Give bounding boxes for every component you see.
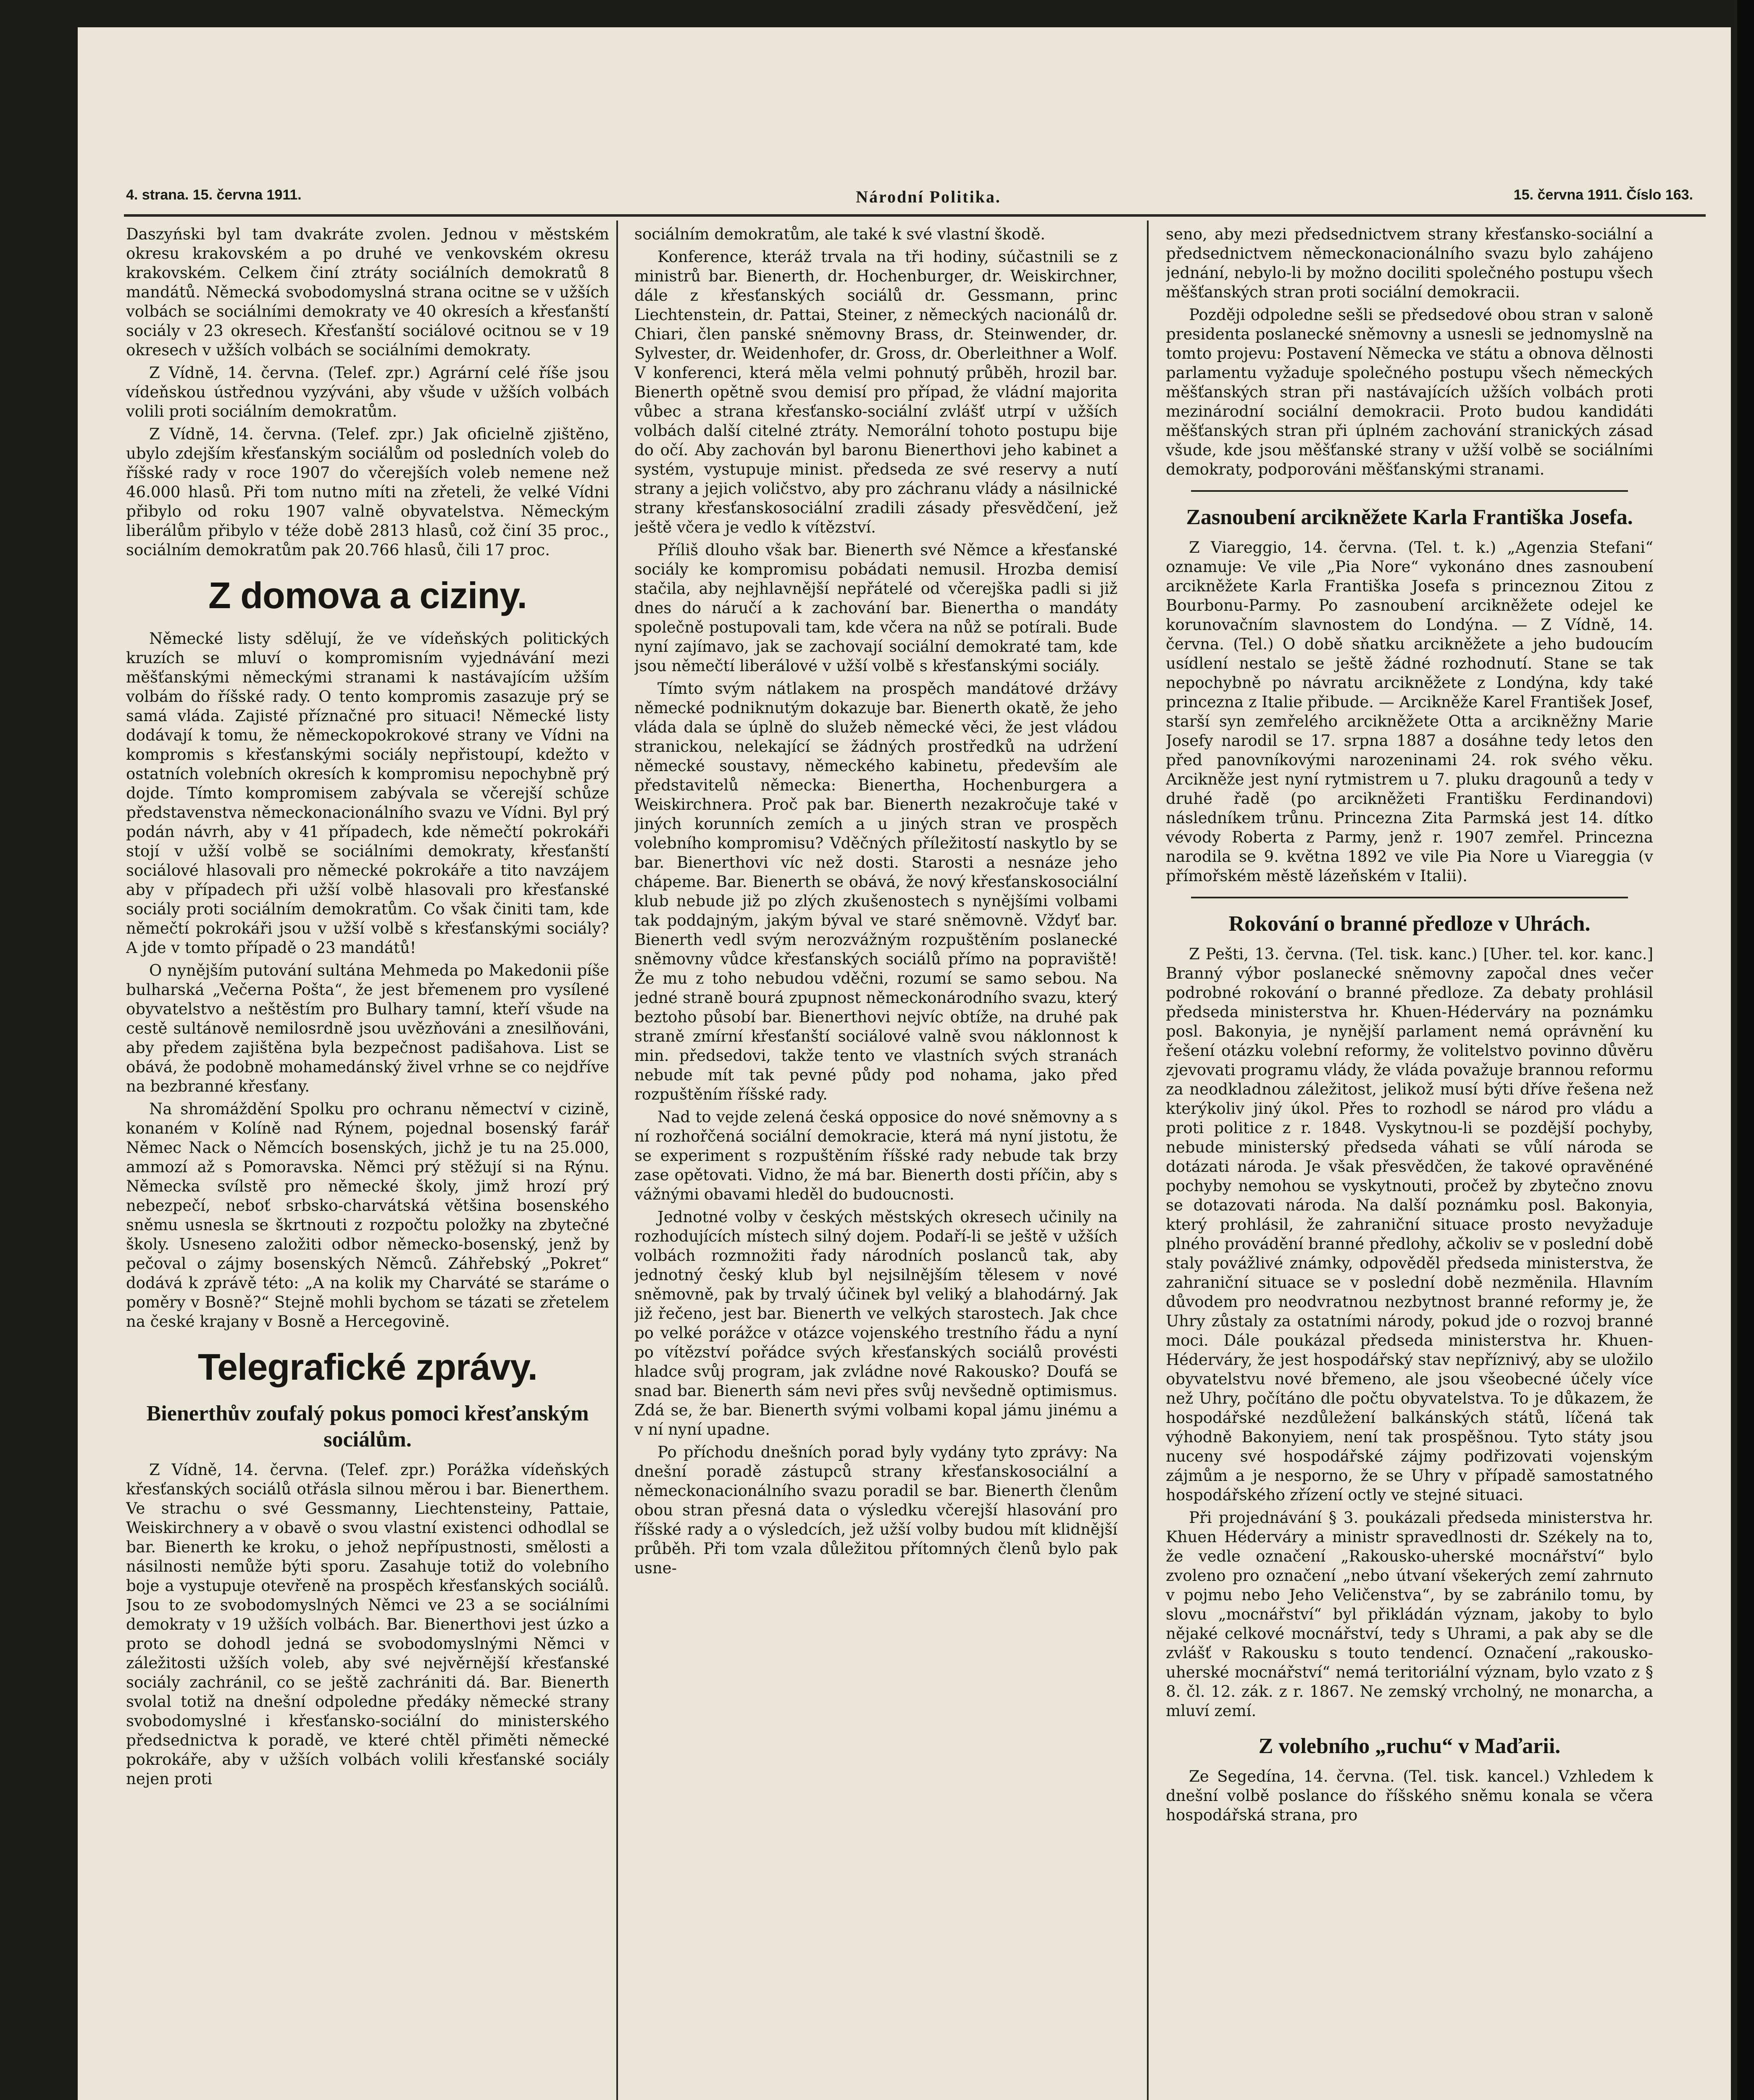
article-paragraph: Z Vídně, 14. června. (Telef. zpr.) Porážka vídeňských křesťanských sociálů otřásla silnou měrou i bar. Bienerthem. Ve strachu o své Gessmanny, Liechtensteiny, Pattaie, Weiskirchnery a v obavě o svou vlastní existenci odhodlal se bar. Bienerth ke kroku, o jehož nepřípustnosti, smělosti a násilnosti nemůže býti sporu. Zasahuje totiž do volebního boje a vystupuje otevřeně na prospěch křesťanských sociálů. Jsou to ze svobodomyslných Němci ve 23 a se sociálními demokraty v 19 užších volbách. Bar. Bienerthovi jest úzko a proto se dohodl jedná se svobodomyslnými Němci v záležitosti užších voleb, aby své nejvěrnější křesťanské sociály zachránil, co se ještě zachrániti dá. Bar. Bienerth svolal totiž na dnešní odpoledne předáky německé strany svobodomyslné i křesťansko-sociální do ministerského předsednictva k poradě, ve které chtěl přiměti německé pokrokáře, aby v užších volbách volili křesťanské sociály nejen proti	[126, 1461, 609, 1788]
article-paragraph: Z Pešti, 13. června. (Tel. tisk. kanc.) [Uher. tel. kor. kanc.] Branný výbor poslanecké sněmovny započal dnes večer podrobné rokování o branné předloze. Za debaty prohlásil předseda ministerstva hr. Khuen-Héderváry na poznámku posl. Bakonyia, je nynější parlament nemá oprávnění ku řešení otázku volební reformy, že volitelstvo povinno důvěru zjevovati programu vlády, že vláda považuje brannou reformu za neodkladnou záležitost, jelikož musí býti dříve řešena než kterýkoliv jiný úkol. Přes to rozhodl se národ pro vládu a proti politice z r. 1848. Vyskytnou-li se pozdější pochyby, nebude ministerský předseda váhati se vůlí národa se dotázati národa. Je však přesvědčen, že takové opravěnéné pochyby nemohou se vyskytnouti, pročež by zbytečno znovu se dotazovati národa. Na další poznámku posl. Bakonyia, který prohlásil, že zahraniční situace prosto nevyžaduje plného provádění branné předlohy, ačkoliv se v poslední době staly povážlivé známky, odpověděl předseda ministerstva, že zahraniční situace se v poslední době nezměnila. Hlavním důvodem pro neodvratnou nezbytnost branné reformy je, že Uhry zůstaly za ostatními národy, pokud jde o rozvoj branné moci. Dále poukázal předseda ministerstva hr. Khuen-Héderváry, že jest hospodářský stav nepříznivý, aby se uložilo obyvatelstvu nové břemeno, ale jsou všeobecné účely více než Uhry, počítáno dle počtu obyvatelstva. To je důkazem, že hospodářské nezdůležení balkánských států, líčená tak výhodně Bakonyiem, není tak prospěšnou. Tyto státy jsou nuceny své hospodářské zájmy podřizovati vojenským zájmům a je nesporno, že se Uhry v případě samostatného hospodářského zřízení octly ve stejné situaci.	[1166, 945, 1653, 1504]
article-paragraph: Ze Segedína, 14. června. (Tel. tisk. kancel.) Vzhledem k dnešní volbě poslance do říšského sněmu konala se včera hospodářská strana, pro	[1166, 1767, 1653, 1824]
article-paragraph: seno, aby mezi předsednictvem strany křesťansko-sociální a předsednictvem německonacionálního svazu bylo zahájeno jednání, nebylo-li by možno dociliti společného postupu všech měšťanských stran proti sociální demokracii.	[1166, 225, 1653, 301]
article-headline: Z volebního „ruchu“ v Maďarii.	[1258, 1734, 1561, 1758]
section-heading-telegraph: Telegrafické zprávy.	[197, 1346, 538, 1388]
issue-number-header: 15. června 1911. Číslo 163.	[1513, 187, 1693, 203]
article-paragraph: Nad to vejde zelená česká opposice do nové sněmovny a s ní rozhořčená sociální demokracie, která má nyní jistotu, že se experiment s rozpuštěním říšské rady nebude tak brzy zase opětovati. Vidno, že má bar. Bienerth dosti příčin, aby s vážnými obavami hleděl do budoucnosti.	[634, 1108, 1118, 1203]
article-paragraph: Konference, kteráž trvala na tři hodiny, súčastnili se z ministrů bar. Bienerth, dr. Hochenburger, dr. Weiskirchner, dále z křesťanských sociálů dr. Gessmann, princ Liechtenstein, dr. Pattai, Steiner, z německých nacionálů dr. Chiari, člen panské sněmovny Brass, dr. Steinwender, dr. Sylvester, dr. Weidenhofer, dr. Gross, dr. Oberleithner a Wolf. V konferenci, která měla velmi pohnutý průběh, hrozil bar. Bienerth opětně svou demisí pro případ, že vládní majorita vůbec a strana křesťansko-sociální zvlášť utrpí v užších volbách další citelné ztráty. Nemorální tohoto postupu bije do očí. Aby zachován byl baronu Bienerthovi jeho kabinet a systém, vystupuje minist. předseda ze své reservy a nutí strany a jejich voličstvo, aby pro záchranu vlády a násilnické strany křesťanskosociální zradili zásady přesvědčení, jež ještě včera je vedlo k vítězství.	[634, 248, 1118, 536]
article-headline: Rokování o branné předloze v Uhrách.	[1228, 912, 1591, 936]
column-2	[634, 225, 1118, 2100]
article-paragraph: Na shromáždění Spolku pro ochranu němectví v cizině, konaném v Kolíně nad Rýnem, pojednal bosenský farář Němec Nack o Němcích bosenských, jichž je tu na 25.000, ammozí až s Pomoravska. Němci prý stěžují si na Rýnu. Německa svílstě pro německé školy, jimž hrozí prý nebezpečí, neboť srbsko-charvátská většina bosenského sněmu usnesla se škrtnouti z rozpočtu položky na zbytečné školy. Usneseno založiti odbor německo-bosenský, jenž by pečoval o zájmy bosenských Němců. Záhřebský „Pokret“ dodává k zprávě této: „A na kolik my Charváté se staráme o poměry v Bosně?“ Stejně mohli bychom se tázati se zřetelem na české krajany v Bosně a Hercegovině.	[126, 1100, 609, 1331]
article-headline: Bienerthův zoufalý pokus pomoci křesťanským sociálům.	[146, 1402, 589, 1452]
article-paragraph: Později odpoledne sešli se předsedové obou stran v saloně presidenta poslanecké sněmovny a usnesli se jednomyslně na tomto projevu: Postavení Německa ve státu a obnova dělnosti parlamentu vyžaduje společného postupu všech německých měšťanských stran při nastávajících užších volbách proti mezinárodní sociální demokracii. Proto budou kandidáti měšťanských stran při úplném zachování stranických zásad všude, kde jsou měšťanské strany v užší volbě se sociálními demokraty, podporováni měšťanskými stranami.	[1166, 306, 1653, 478]
article-paragraph: Z Vídně, 14. června. (Telef. zpr.) Jak oficielně zjištěno, ubylo zdejším křesťanským sociálům od posledních voleb do říšské rady v roce 1907 do včerejších voleb nemene než 46.000 hlasů. Při tom nutno míti na zřeteli, že velké Vídni přibylo od roku 1907 valně obyvatelstva. Německým liberálům přibylo v téže době 2813 hlasů, což činí 35 proc., sociálním demokratům pak 20.766 hlasů, čili 17 proc.	[126, 425, 609, 559]
article-paragraph: Při projednávání § 3. poukázali předseda ministerstva hr. Khuen Héderváry a ministr spravedlnosti dr. Székely na to, že vedle označení „Rakousko-uherské mocnářství“ bylo zvoleno pro označení „nebo útvaní všekerých zemí zahrnuto v pojmu nebo Jeho Veličenstva“, by se zabránilo tomu, by slovu „mocnářství“ byl přikládán význam, jakoby to bylo nějaké celkové mocnářství, tedy s Uhrami, a pak aby se dle zvlášť v Rakousku s touto tendencí. Označení „rakousko-uherské mocnářství“ nemá teritoriální význam, bylo vzato z § 8. čl. 12. zák. z r. 1867. Ne zemský vrcholný, ne monarcha, a mluví zemí.	[1166, 1509, 1653, 1720]
article-paragraph: Jednotné volby v českých městských okresech učinily na rozhodujících místech silný dojem. Podaří-li se ještě v užších volbách rozmnožiti řady národních poslanců tak, aby jednotný český klub byl nejsilnějším tělesem v nové sněmovně, pak by trvalý účinek byl veliký a blahodárný. Jak již řečeno, jest bar. Bienerth ve velkých starostech. Jak chce po velké porážce v otázce vojenského trestního řádu a nyní po vítězství pořádce svých křesťanských sociálů provésti hladce svůj program, jak zvládne nové Rakousko? Doufá se snad bar. Bienerth sám nevi přes svůj nevšedně optimismus. Zdá se, že bar. Bienerth svými volbami kopal jámu jinému a v ní nyní upadne.	[634, 1208, 1118, 1438]
newspaper-page	[78, 27, 1731, 2100]
article-paragraph: Příliš dlouho však bar. Bienerth své Němce a křesťanské sociály ke kompromisu pobádati nemusil. Hrozba demisí stačila, aby nejhlavnější nepřátelé od včerejška padli si již dnes do náručí a k zachování bar. Bienertha o mandáty společně postupovali tam, kde včera na nůž se potírali. Bude nyní zajímavo, jak se zachovají sociální demokraté tam, kde jsou němečtí liberálové v užší volbě s křesťanskými sociály.	[634, 541, 1118, 675]
column-3	[1166, 225, 1653, 2100]
section-heading-domestic: Z domova a ciziny.	[208, 575, 527, 616]
column-divider-2	[1147, 220, 1149, 2100]
article-paragraph: Po příchodu dnešních porad byly vydány tyto zprávy: Na dnešní poradě zástupců strany křesťanskosociální a německonacionálního svazu poradil se bar. Bienerth členům obou stran přesná data o výsledku včerejší hlasování pro říšské rady a o výsledcích, jež užší volby budou mít klidnější průběh. Při tom vzala důležitou přítomných členů bylo pak usne-	[634, 1443, 1118, 1577]
article-headline: Zasnoubení arcikněžete Karla Františka Josefa.	[1186, 505, 1633, 529]
page-date-header: 4. strana. 15. června 1911.	[126, 187, 302, 203]
article-paragraph: O nynějším putování sultána Mehmeda po Makedonii píše bulharská „Večerna Pošta“, že jest břemenem pro vysílené obyvatelstvo a neštěstím pro Bulhary tamní, kteří všude na cestě sultánově nemilosrdně jsou uvězňováni a znesilňováni, aby předem zajištěna byla bezpečnost padišahova. List se obává, že podobně mohamedánský živel vrhne se co nejdříve na bezbranné křesťany.	[126, 961, 609, 1095]
article-paragraph: Daszyński byl tam dvakráte zvolen. Jednou v městském okresu krakovském a po druhé ve venkovském okresu krakovském. Celkem činí ztráty sociálních demokratů 8 mandátů. Německá svobodomyslná strana ocitne se v užších volbách se sociálními demokraty ve 40 okresích a křesťanští sociály v 23 okresech. Křesťanští sociálové ocitnou se v 19 okresech v užších volbách se sociálními demokraty.	[126, 225, 609, 359]
article-paragraph: Tímto svým nátlakem na prospěch mandátové držávy německé podniknutým dokazuje bar. Bienerth okatě, že jeho vláda dala se úplně do služeb německé věci, že jest vládou stranickou, nelekající se žádných prostředků na udržení německé soustavy, německého kabinetu, především ale představitelů německa: Bienertha, Hochenburgera a Weiskirchnera. Proč pak bar. Bienerth nezakročuje také v jiných korunních zemích a u jiných stran ve prospěch volebního kompromisu? Vděčných příležitostí naskytlo by se bar. Bienerthovi víc než dosti. Starosti a nesnáze jeho chápeme. Bar. Bienerth se obává, že nový křesťanskosociální klub nebude již po zlých zkušenostech s nynějšími volbami tak poddajným, jakým býval ve staré sněmovně. Vždyť bar. Bienerth vedl svým nerozvážným rozpuštěním poslanecké sněmovny vůdce křesťanských sociálů přímo na popraviště! Že mu z toho nebudou vděčni, rozumí se samo sebou. Na jedné straně bourá zpupnost německonárodního svazu, který beztoho působí bar. Bienerthovi nejvíc obtíže, na druhé pak straně zmírní křesťanští sociálové valně svou náklonnost k min. předsedovi, takže tento ve vlastních svých stranách nebude mít tak pevné půdy pod nohama, jako před rozpuštěním říšské rady.	[634, 680, 1118, 1103]
article-paragraph: sociálním demokratům, ale také k své vlastní škodě.	[634, 225, 1046, 243]
column-divider-1	[616, 220, 618, 2100]
header-rule	[124, 214, 1706, 217]
newspaper-title: Národní Politika.	[856, 187, 1001, 206]
article-divider	[1191, 490, 1628, 492]
article-paragraph: Z Viareggio, 14. června. (Tel. t. k.) „Agenzia Stefani“ oznamuje: Ve vile „Pia Nore“ vykonáno dnes zasnoubení arcikněžete Karla Františka Josefa s princeznou Zitou z Bourbonu-Parmy. Po zasnoubení arcikněžete odejel ke korunovačním slavnostem do Londýna. — Z Vídně, 14. června. (Tel.) O době sňatku arcikněžete a jeho budoucím usídlení nestalo se ještě žádné rozhodnutí. Stane se tak nepochybně po návratu arcikněžete z Londýna, kdy také princezna z Italie přibude. — Arcikněže Karel František Josef, starší syn zemřelého arcikněžete Otta a arcikněžny Marie Josefy narodil se 17. srpna 1887 a dosáhne tedy letos den před panovníkovými narozeninami 24. rok svého věku. Arcikněže jest nyní rytmistrem u 7. pluku dragounů a tedy v druhé řadě (po arcikněžeti Františku Ferdinandovi) následníkem trůnu. Princezna Zita Parmská jest 14. dítko vévody Roberta z Parmy, jenž r. 1907 zemřel. Princezna narodila se 9. května 1892 ve vile Pia Nore u Viareggia (v přímořském městě lázeňském v Italii).	[1166, 538, 1653, 885]
article-paragraph: Z Vídně, 14. června. (Telef. zpr.) Agrární celé říše jsou vídeňskou ústřednou vyzýváni, aby všude v užších volbách volili proti sociálním demokratům.	[126, 364, 609, 420]
article-paragraph: Německé listy sdělují, že ve vídeňských politických kruzích se mluví o kompromisním vyjednávání mezi měšťanskými německými stranami k nastávajícím užším volbám do říšské rady. O tento kompromis zasazuje prý se samá vláda. Zajisté příznačné pro situaci! Německé listy dodávají k tomu, že německopokrokové strany ve Vídni na kompromis s křesťanskými sociály nepřistoupí, kdežto v ostatních volebních okresích k kompromisu nepochybně prý dojde. Tímto kompromisem zabývala se včerejší schůze představenstva německonacionálního svazu ve Vídni. Byl prý podán návrh, aby v 41 případech, kde němečtí pokrokáři stojí v užší volbě se sociálními demokraty, křesťanští sociálové hlasovali pro německé pokrokáře a tito navzájem aby v případech při užší volbě hlasovali pro křesťanské sociály proti sociálním demokratům. Co však činiti tam, kde němečtí pokrokáři jsou v užší volbě s křesťanskými sociály? A jde v tomto případě o 23 mandátů!	[126, 630, 609, 957]
scan-edge	[1737, 0, 1754, 2100]
article-divider	[1191, 897, 1628, 898]
column-1	[126, 225, 609, 2100]
